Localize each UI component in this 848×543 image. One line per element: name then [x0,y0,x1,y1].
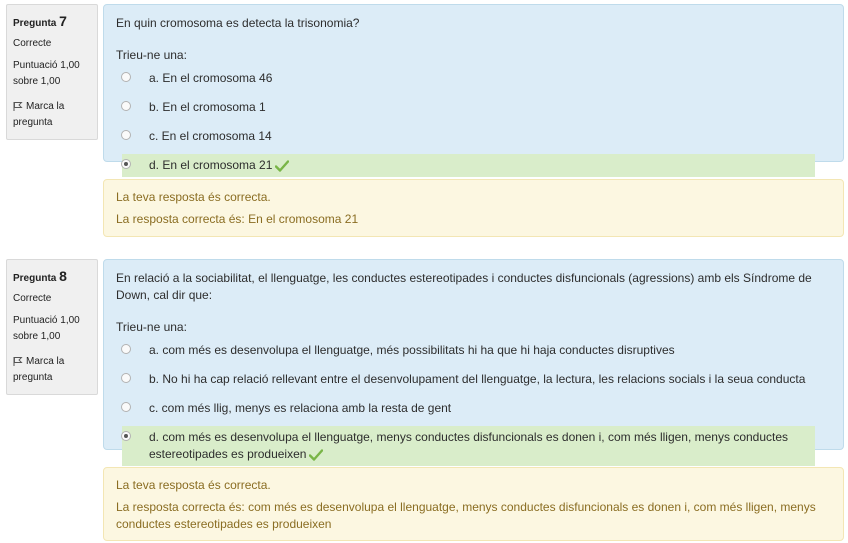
radio-button[interactable] [121,130,131,140]
feedback-correct-answer: La resposta correcta és: com més es desenvolupa el llenguatge, menys conductes disfuncionals es donen i, com més lligen, menys conductes estereotipades es produeixen [116,500,816,531]
flag-icon [13,101,23,111]
question-content-8 [103,259,844,461]
answer-option-d[interactable] [122,426,815,466]
option-label: a. com més es desenvolupa el llenguatge, més possibilitats hi ha que hi haja conductes disruptives [149,343,675,357]
feedback-correct-answer: La resposta correcta és: En el cromosoma 21 [116,212,359,226]
question-info-7 [6,4,98,140]
question-number-value: 8 [59,268,67,284]
radio-button[interactable] [121,72,131,82]
flag-icon [13,356,23,366]
feedback-box-7 [103,179,844,237]
question-info-8 [6,259,98,395]
checkmark-icon [275,160,289,172]
flag-question-link[interactable] [13,99,91,131]
answer-option-b[interactable] [116,96,831,119]
answer-option-b[interactable] [116,368,831,391]
question-number [13,13,91,29]
question-number [13,268,91,284]
answer-prompt: Trieu-ne una: [116,320,187,334]
grade-max-line: sobre 1,00 [13,331,61,342]
question-text: En relació a la sociabilitat, el llenguatge, les conductes estereotipades i conductes disfuncionals (agressions) amb els Síndrome de Down, cal dir que: [116,271,812,302]
answer-list [116,339,831,466]
option-label: c. com més llig, menys es relaciona amb la resta de gent [149,401,452,415]
option-label: c. En el cromosoma 14 [149,129,272,143]
grade-line: Puntuació 1,00 [13,60,80,71]
feedback-status: La teva resposta és correcta. [116,190,271,204]
radio-button[interactable] [121,344,131,354]
grade-line: Puntuació 1,00 [13,315,80,326]
answer-option-c[interactable] [116,125,831,148]
option-label: b. No hi ha cap relació rellevant entre el desenvolupament del llenguatge, la lectura, les relacions socials i la seua conducta [149,372,806,386]
question-label: Pregunta [13,18,57,29]
grade-max-line: sobre 1,00 [13,76,61,87]
question-grade [13,313,91,345]
flag-label-2: pregunta [13,117,53,128]
feedback-box-8 [103,467,844,541]
answer-prompt: Trieu-ne una: [116,48,187,62]
radio-button-selected[interactable] [121,431,131,441]
answer-option-a[interactable] [116,339,831,362]
flag-label: Marca la [26,356,65,367]
checkmark-icon [309,449,323,461]
option-label: b. En el cromosoma 1 [149,100,266,114]
question-state: Correcte [13,38,52,49]
question-grade [13,58,91,90]
radio-button[interactable] [121,101,131,111]
flag-question-link[interactable] [13,354,91,386]
flag-label-2: pregunta [13,372,53,383]
question-number-value: 7 [59,13,67,29]
answer-option-c[interactable] [116,397,831,420]
option-label: d. com més es desenvolupa el llenguatge, menys conductes disfuncionals es donen i, com més lligen, menys conductes estereotipades es produeixen [149,430,789,461]
radio-button-selected[interactable] [121,159,131,169]
answer-option-a[interactable] [116,67,831,90]
question-state: Correcte [13,293,52,304]
flag-label: Marca la [26,101,65,112]
option-label: d. En el cromosoma 21 [149,158,273,172]
feedback-status: La teva resposta és correcta. [116,478,271,492]
question-content-7 [103,4,844,172]
question-label: Pregunta [13,273,57,284]
radio-button[interactable] [121,373,131,383]
radio-button[interactable] [121,402,131,412]
option-label: a. En el cromosoma 46 [149,71,273,85]
question-text: En quin cromosoma es detecta la trisonomia? [116,16,360,30]
answer-list [116,67,831,177]
answer-option-d[interactable] [122,154,815,177]
